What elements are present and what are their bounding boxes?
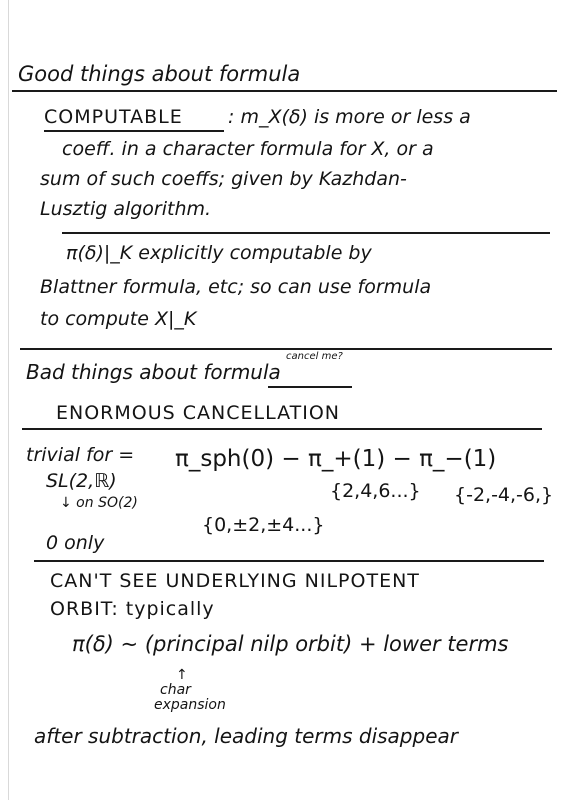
divider-computable	[62, 232, 550, 234]
set-pi-plus: {2,4,6...}	[330, 480, 421, 502]
trivial-line-3: ↓ on SO(2)	[60, 495, 138, 511]
cancel-annotation: cancel me?	[286, 351, 343, 362]
blattner-line-2: Blattner formula, etc; so can use formula	[40, 276, 432, 298]
blattner-line-1: π(δ)|_K explicitly computable by	[66, 242, 372, 264]
divider-cancellation	[22, 428, 542, 430]
asymptotic-expansion: π(δ) ∼ (principal nilp orbit) + lower terms	[72, 632, 509, 656]
computable-line-4: Lusztig algorithm.	[40, 198, 212, 220]
char-arrow: ↑	[176, 667, 188, 683]
expansion-label: expansion	[154, 697, 226, 713]
bad-things-heading: Bad things about formula	[26, 360, 281, 384]
nilpotent-line-1: CAN'T SEE UNDERLYING NILPOTENT	[50, 570, 420, 592]
computable-line-2: coeff. in a character formula for X, or a	[62, 138, 434, 160]
set-pi-sph: {0,±2,±4...}	[202, 514, 325, 536]
computable-line-3: sum of such coeffs; given by Kazhdan-	[40, 168, 407, 190]
computable-label: COMPUTABLE	[44, 106, 183, 128]
cancellation-equation: π_sph(0) − π_+(1) − π_−(1)	[175, 446, 497, 472]
nilpotent-line-2: ORBIT: typically	[50, 598, 215, 620]
trivial-line-2: SL(2,ℝ)	[46, 470, 117, 492]
zero-only: 0 only	[46, 532, 105, 554]
page-edge	[8, 0, 9, 800]
set-pi-minus: {-2,-4,-6,}	[454, 484, 554, 506]
final-line: after subtraction, leading terms disappear	[34, 724, 458, 748]
good-things-heading: Good things about formula	[18, 62, 301, 86]
divider-top	[12, 90, 557, 92]
enormous-cancellation: ENORMOUS CANCELLATION	[56, 402, 340, 424]
blattner-line-3: to compute X|_K	[40, 308, 197, 330]
char-label: char	[160, 682, 191, 698]
formula-underline	[268, 386, 352, 388]
computable-underline	[44, 130, 224, 132]
divider-bottom	[34, 560, 544, 562]
computable-line-1: : m_X(δ) is more or less a	[228, 106, 471, 128]
divider-middle	[20, 348, 552, 350]
trivial-line-1: trivial for =	[26, 444, 135, 466]
